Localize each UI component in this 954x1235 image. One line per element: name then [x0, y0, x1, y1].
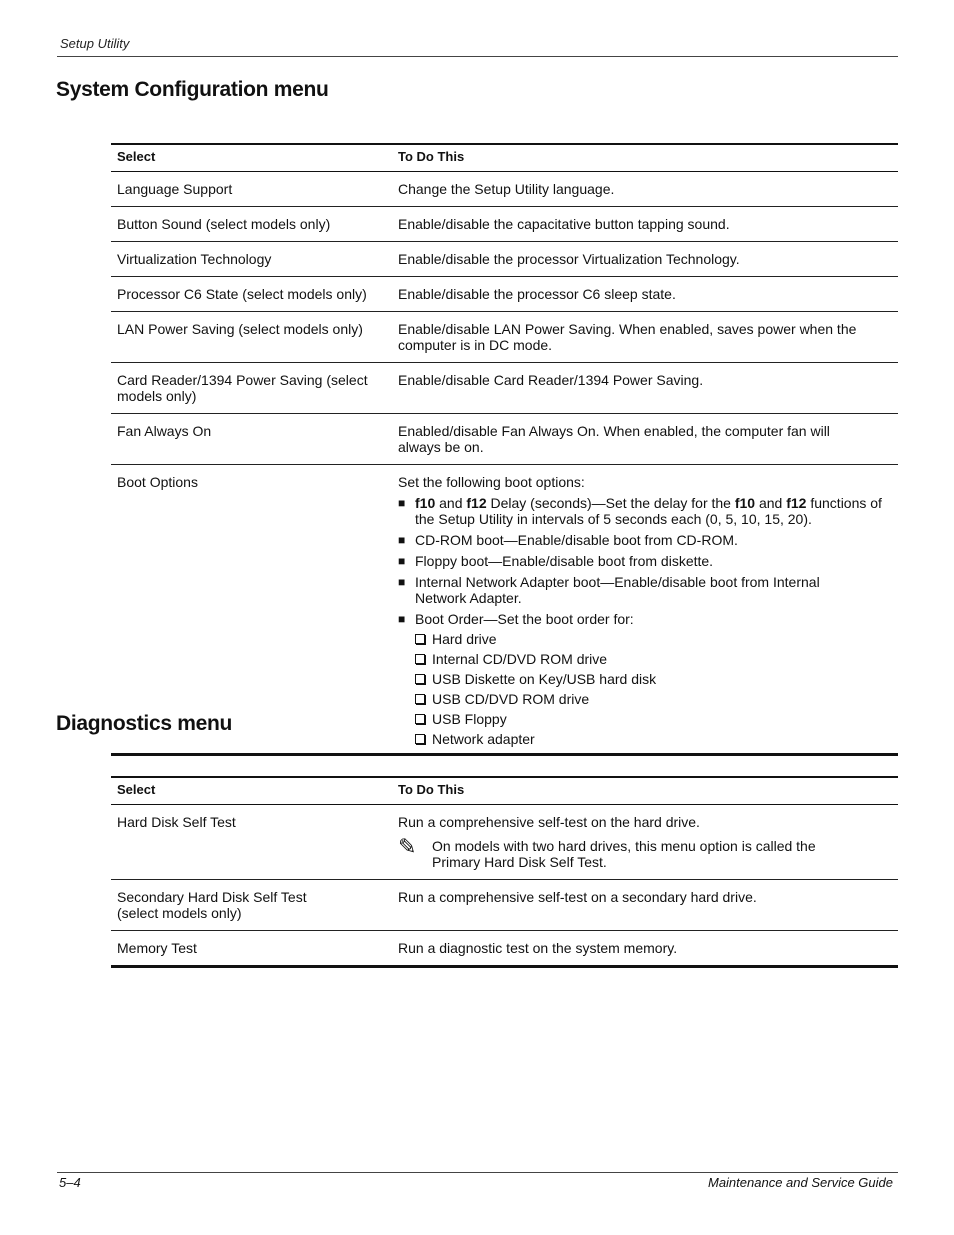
- row-todo: Enable/disable Card Reader/1394 Power Saving.: [392, 363, 898, 414]
- note-text: On models with two hard drives, this menu option is called the Primary Hard Disk Self Test.: [432, 838, 816, 870]
- row-select: Virtualization Technology: [111, 242, 392, 277]
- header-divider: [57, 56, 898, 57]
- checkbox-icon: [415, 714, 425, 724]
- square-bullet-icon: ■: [398, 496, 406, 510]
- table-header-row: [111, 144, 898, 172]
- guide-title: Maintenance and Service Guide: [707, 1175, 893, 1190]
- row-select: Processor C6 State (select models only): [111, 277, 392, 312]
- square-bullet-icon: ■: [398, 612, 406, 626]
- key-f10: f10: [734, 495, 756, 511]
- boot-order-item: [415, 631, 892, 647]
- row-todo: Enable/disable LAN Power Saving. When enabled, saves power when the computer is in DC mode.: [392, 312, 898, 363]
- list-item-text: Boot Order—Set the boot order for:: [415, 611, 634, 627]
- list-item: [398, 611, 892, 747]
- delay-and: and: [755, 495, 787, 511]
- delay-mid: Delay (seconds)—Set the delay for the: [486, 495, 735, 511]
- table-row: [111, 363, 898, 414]
- row-todo: Enabled/disable Fan Always On. When enabled, the computer fan will always be on.: [392, 414, 898, 465]
- row-select: Fan Always On: [111, 414, 392, 465]
- list-item-text: Internal Network Adapter boot—Enable/disable boot from Internal Network Adapter.: [415, 574, 820, 606]
- table-row: [111, 414, 898, 465]
- list-item-text: Floppy boot—Enable/disable boot from diskette.: [415, 553, 714, 569]
- section-title-diagnostics: Diagnostics menu: [56, 712, 233, 735]
- column-header-todo: To Do This: [392, 777, 898, 805]
- table-row: [111, 312, 898, 363]
- checkbox-icon: [415, 674, 425, 684]
- square-bullet-icon: ■: [398, 533, 406, 547]
- checkbox-icon: [415, 694, 425, 704]
- table-row: [111, 931, 898, 967]
- row-todo: Enable/disable the processor Virtualization Technology.: [392, 242, 898, 277]
- row-todo: Run a comprehensive self-test on a secondary hard drive.: [392, 880, 898, 931]
- boot-order-item: [415, 691, 892, 707]
- column-header-select: Select: [111, 144, 392, 172]
- list-item: [398, 553, 892, 569]
- table-row: [111, 277, 898, 312]
- table-row-boot-options: [111, 465, 898, 755]
- checkbox-icon: [415, 654, 425, 664]
- boot-order-label: Network adapter: [432, 731, 535, 747]
- row-select: Button Sound (select models only): [111, 207, 392, 242]
- row-todo-text: Run a comprehensive self-test on the hard drive.: [398, 814, 700, 830]
- row-select: Memory Test: [111, 931, 392, 967]
- row-todo: [392, 805, 898, 880]
- key-f12: f12: [786, 495, 807, 511]
- table-row: [111, 805, 898, 880]
- row-select: Card Reader/1394 Power Saving (select models only): [111, 363, 392, 414]
- square-bullet-icon: ■: [398, 554, 406, 568]
- diagnostics-table: [111, 776, 898, 968]
- row-todo: Run a diagnostic test on the system memory.: [392, 931, 898, 967]
- boot-order-item: [415, 711, 892, 727]
- table-row: [111, 172, 898, 207]
- boot-order-item: [415, 651, 892, 667]
- column-header-select: Select: [111, 777, 392, 805]
- row-select: Language Support: [111, 172, 392, 207]
- note: [398, 834, 892, 870]
- table-row: [111, 207, 898, 242]
- boot-order-list: [415, 631, 892, 747]
- pencil-note-icon: ✎: [398, 834, 417, 859]
- key-f12: f12: [466, 495, 487, 511]
- system-configuration-table: [111, 143, 898, 756]
- row-select: Boot Options: [111, 465, 392, 755]
- boot-order-label: USB Diskette on Key/USB hard disk: [432, 671, 657, 687]
- table-header-row: [111, 777, 898, 805]
- list-item: [398, 495, 892, 527]
- square-bullet-icon: ■: [398, 575, 406, 589]
- row-todo: Enable/disable the processor C6 sleep state.: [392, 277, 898, 312]
- boot-order-label: USB Floppy: [432, 711, 507, 727]
- checkbox-icon: [415, 634, 425, 644]
- boot-order-label: Hard drive: [432, 631, 497, 647]
- row-select: Secondary Hard Disk Self Test (select models only): [111, 880, 392, 931]
- boot-options-intro: Set the following boot options:: [398, 474, 585, 490]
- row-select: Hard Disk Self Test: [111, 805, 392, 880]
- row-todo: Enable/disable the capacitative button tapping sound.: [392, 207, 898, 242]
- column-header-todo: To Do This: [392, 144, 898, 172]
- row-todo: [392, 465, 898, 755]
- table-row: [111, 242, 898, 277]
- list-item: [398, 574, 892, 606]
- delay-end: functions of the Setup Utility in intervals of 5 seconds each (0, 5, 10, 15, 20).: [415, 495, 886, 527]
- key-f10: f10: [415, 495, 436, 511]
- page-number: 5–4: [59, 1175, 81, 1190]
- row-todo: Change the Setup Utility language.: [392, 172, 898, 207]
- list-item-text: CD-ROM boot—Enable/disable boot from CD-ROM.: [415, 532, 738, 548]
- boot-order-label: USB CD/DVD ROM drive: [432, 691, 590, 707]
- boot-order-item: [415, 731, 892, 747]
- checkbox-icon: [415, 734, 425, 744]
- boot-options-list: [398, 495, 892, 747]
- boot-order-label: Internal CD/DVD ROM drive: [432, 651, 608, 667]
- delay-and: and: [435, 495, 467, 511]
- row-select: LAN Power Saving (select models only): [111, 312, 392, 363]
- footer-divider: [57, 1172, 898, 1173]
- list-item: [398, 532, 892, 548]
- delay-item-text: [415, 495, 886, 527]
- boot-order-item: [415, 671, 892, 687]
- table-row: [111, 880, 898, 931]
- section-title-system-configuration: System Configuration menu: [56, 78, 329, 101]
- running-header: Setup Utility: [60, 36, 130, 51]
